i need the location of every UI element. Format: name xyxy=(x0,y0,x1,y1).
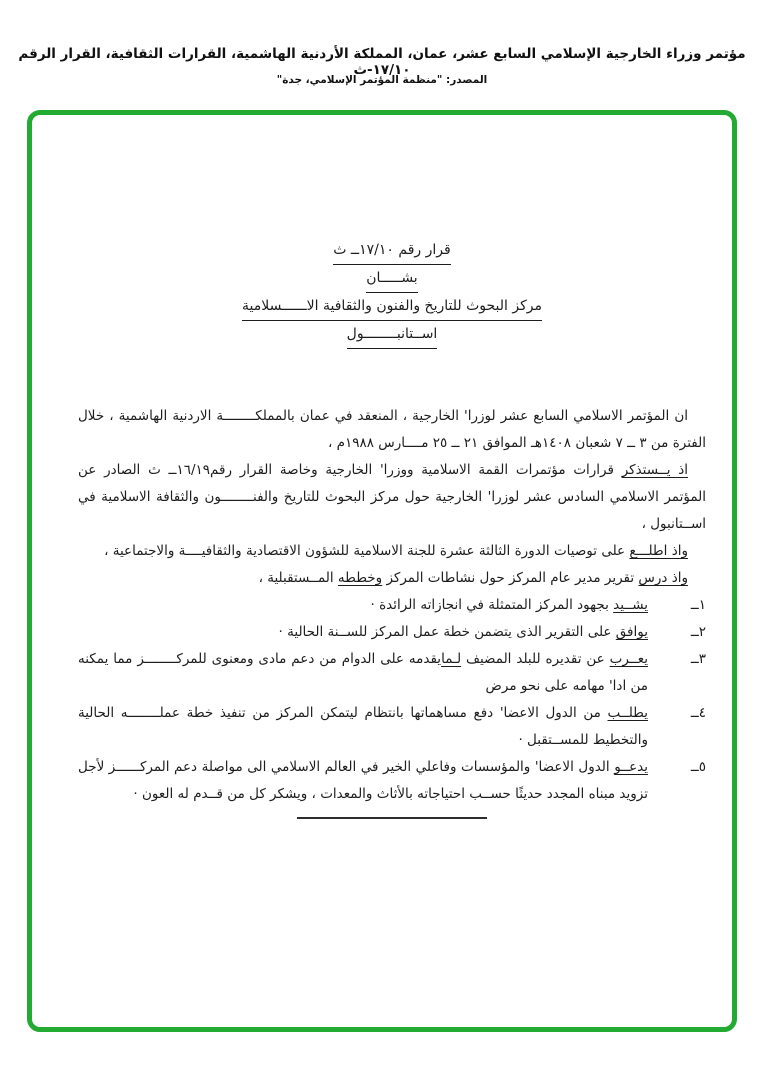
document-header-title: مؤتمر وزراء الخارجية الإسلامي السابع عشر، عمان، المملكة الأردنية الهاشمية، القرارات الثقافية، القرار الرقم ١٧/١٠-ث xyxy=(18,46,746,78)
list-item xyxy=(78,700,706,754)
divider-line xyxy=(297,817,487,819)
preamble-paragraph: ان المؤتمر الاسلامي السابع عشر لوزرا' الخارجية ، المنعقد في عمان بالمملكــــــــة الاردنية الهاشمية ، خلال الفترة من ٣ ــ ٧ شعبان ١٤٠٨هـ الموافق ٢١ ــ ٢٥ مــــارس ١٩٨٨م ، xyxy=(78,408,706,451)
scanned-document xyxy=(32,115,732,1027)
list-item xyxy=(78,754,706,808)
item-text: يشــيد بجهود المركز المتمثلة في انجازاته الرائدة · xyxy=(370,597,648,613)
list-item xyxy=(78,619,706,646)
item-text: يوافق على التقرير الذى يتضمن خطة عمل المركز للســنة الحالية · xyxy=(278,624,648,640)
list-item xyxy=(78,646,706,700)
document-source-line: المصدر: "منظمة المؤتمر الإسلامي، جدة" xyxy=(276,74,488,86)
resolution-number-line: قرار رقم ١٧/١٠ــ ث xyxy=(78,237,706,265)
item-number: ٤ــ xyxy=(690,705,706,721)
recalling-paragraph: اذ يــستذكر قرارات مؤتمرات القمة الاسلامية ووزرا' الخارجية وخاصة القرار رقم١٦/١٩ــ ث الصادر عن المؤتمر الاسلامي السادس عشر لوزرا' الخارجية حول مركز البحوث للتاريخ والفنــــــــون والثقافة الاسلامية في اســتانبول ، xyxy=(78,462,706,532)
item-text: يدعــو الدول الاعضا' والمؤسسات وفاعلي الخير في العالم الاسلامي الى مواصلة دعم المركــــــز لأجل تزويد مبناه المجدد حديثًا حســب احتياجاته بالأثاث والمعدات ، ويشكر كل من قــدم له العون · xyxy=(78,759,648,802)
item-number: ١ــ xyxy=(690,597,706,613)
item-number: ٢ــ xyxy=(690,624,706,640)
list-item xyxy=(78,592,706,619)
item-text: يعــرب عن تقديره للبلد المضيف لـمايقدمه على الدوام من دعم مادى ومعنوى للمركــــــــز مما يمكنه من ادا' مهامه على نحو مرض xyxy=(78,651,648,694)
resolution-title-block xyxy=(78,237,706,349)
scan-frame xyxy=(27,110,737,1032)
item-text: يطلــب من الدول الاعضا' دفع مساهماتها بانتظام ليتمكن المركز من تنفيذ خطة عملــــــــه الحالية والتخطيط للمســتقبل · xyxy=(78,705,648,748)
item-number: ٥ــ xyxy=(690,759,706,775)
resolution-subject-line: مركز البحوث للتاريخ والفنون والثقافية الاــــــسلامية xyxy=(78,293,706,321)
having-studied-paragraph: واذ درس تقرير مدير عام المركز حول نشاطات المركز وخططه المــستقبلية ، xyxy=(258,570,688,586)
having-reviewed-paragraph: واذ اطلـــع على توصيات الدورة الثالثة عشرة للجنة الاسلامية للشؤون الاقتصادية والثقافيــــة والاجتماعية ، xyxy=(104,543,688,559)
resolution-regarding-line: بشـــــان xyxy=(78,265,706,293)
resolution-city-line: اســتانبــــــــول xyxy=(78,321,706,349)
item-number: ٣ــ xyxy=(690,651,706,667)
resolution-items xyxy=(78,592,706,808)
